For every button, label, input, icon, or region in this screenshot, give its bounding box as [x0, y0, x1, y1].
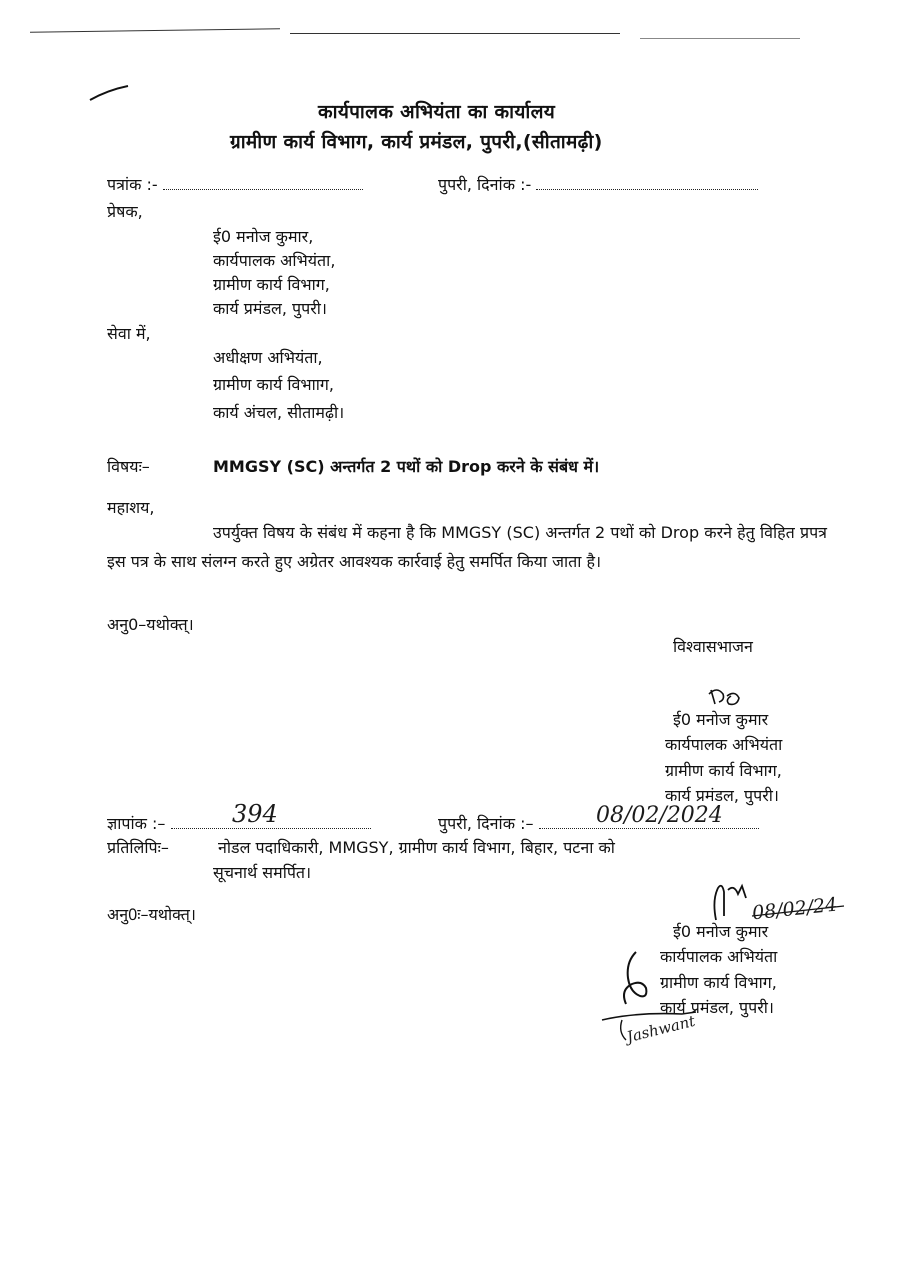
sender-line: ग्रामीण कार्य विभाग,	[213, 275, 330, 294]
scan-artifact-line	[290, 33, 620, 34]
closing: विश्वासभाजन	[673, 637, 753, 656]
subject-text: MMGSY (SC) अन्तर्गत 2 पथों को Drop करने के संबंध में।	[213, 457, 600, 476]
sender-line: ई0 मनोज कुमार,	[213, 227, 314, 246]
sender-line: कार्य प्रमंडल, पुपरी।	[213, 299, 327, 318]
office-title: कार्यपालक अभियंता का कार्यालय	[318, 101, 556, 123]
copy-line: सूचनार्थ समर्पित।	[213, 863, 312, 882]
memo-date-handwritten: 08/02/2024	[596, 803, 723, 828]
signatory-line: ग्रामीण कार्य विभाग,	[665, 761, 782, 780]
recipient-line: अधीक्षण अभियंता,	[213, 348, 323, 367]
recipient-label: सेवा में,	[107, 324, 151, 343]
signatory-line: कार्य प्रमंडल, पुपरी।	[665, 786, 779, 805]
signatory2-line: ग्रामीण कार्य विभाग,	[660, 973, 777, 992]
ref-line	[107, 173, 363, 195]
patrank-label: पत्रांक :-	[107, 175, 158, 194]
body-text: उपर्युक्त विषय के संबंध में कहना है कि MMGSY (SC) अन्तर्गत 2 पथों को Drop करने हेतु विहित प्रपत्र इस पत्र के साथ संलग्न करते हुए अग्रेतर आवश्यक कार्रवाई हेतु समर्पित किया जाता है।	[107, 523, 827, 571]
pen-mark-icon	[88, 84, 132, 104]
scan-artifact-line	[640, 38, 800, 39]
gyapank-label: ज्ञापांक :–	[107, 814, 166, 833]
salutation: महाशय,	[107, 498, 155, 517]
recipient-line: कार्य अंचल, सीतामढ़ी।	[213, 403, 345, 422]
signature-date-handwritten: 08/02/24	[751, 893, 839, 925]
signatory2-line: ई0 मनोज कुमार	[673, 922, 769, 941]
signatory-line: कार्यपालक अभियंता	[665, 735, 783, 754]
body-paragraph	[107, 518, 827, 576]
ref-date	[438, 173, 758, 195]
signatory-line: ई0 मनोज कुमार	[673, 710, 769, 729]
copy-label: प्रतिलिपिः–	[107, 838, 169, 857]
place-date-label: पुपरी, दिनांक :-	[438, 175, 532, 194]
sender-label: प्रेषक,	[107, 202, 143, 221]
handwritten-note: Jashwant	[624, 1011, 697, 1047]
initials-signature-icon	[705, 686, 745, 710]
subject-label: विषयः–	[107, 457, 150, 476]
enclosure-2: अनु0ः–यथोक्त्।	[107, 905, 196, 924]
memo-place-date-label: पुपरी, दिनांक :–	[438, 814, 534, 833]
signatory2-line: कार्यपालक अभियंता	[660, 947, 778, 966]
copy-line: नोडल पदाधिकारी, MMGSY, ग्रामीण कार्य विभाग, बिहार, पटना को	[218, 838, 615, 857]
enclosure: अनु0–यथोक्त्।	[107, 615, 194, 634]
office-subtitle: ग्रामीण कार्य विभाग, कार्य प्रमंडल, पुपरी,(सीतामढ़ी)	[230, 131, 603, 153]
signatory2-line: कार्य प्रमंडल, पुपरी।	[660, 998, 774, 1017]
date-blank	[536, 175, 758, 190]
scan-artifact-line	[30, 28, 280, 32]
sender-line: कार्यपालक अभियंता,	[213, 251, 336, 270]
recipient-line: ग्रामीण कार्य विभााग,	[213, 375, 335, 394]
gyapank-handwritten: 394	[232, 800, 278, 828]
patrank-blank	[163, 175, 363, 190]
